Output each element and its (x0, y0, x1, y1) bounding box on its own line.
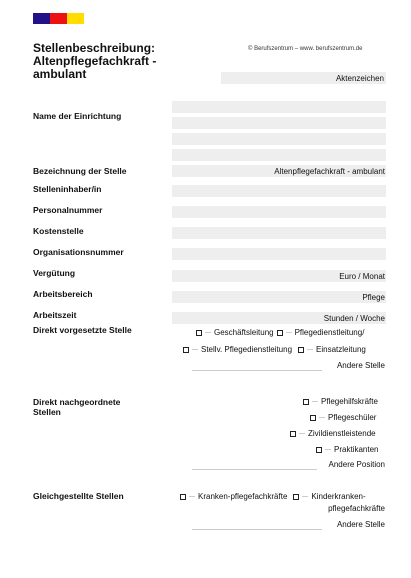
name-einrichtung-field-3[interactable] (172, 133, 386, 145)
nachgeordnete-other-field[interactable] (192, 458, 317, 470)
name-einrichtung-field-1[interactable] (172, 101, 386, 113)
krankenpflege-label: Kranken-pflegefachkräfte (198, 492, 288, 501)
gleichgestellte-label: Gleichgestellte Stellen (33, 491, 124, 501)
kinderkrankenpflege-label-line-2: pflegefachkräfte (328, 504, 385, 513)
personalnummer-label: Personalnummer (33, 205, 103, 215)
leader-line (299, 433, 305, 434)
stellv-pdl-checkbox[interactable] (183, 347, 189, 353)
page-title (33, 42, 193, 81)
title-line-2: Altenpflegefachkraft - (33, 54, 157, 68)
nachgeordnete-other-label: Andere Position (328, 460, 385, 469)
vorgesetzte-label: Direkt vorgesetzte Stelle (33, 325, 132, 335)
leader-line (312, 401, 318, 402)
pflegedienstleitung-checkbox[interactable] (277, 330, 283, 336)
pflegeschueler-checkbox[interactable] (310, 415, 316, 421)
einsatzleitung-label: Einsatzleitung (316, 345, 366, 354)
bezeichnung-value: Altenpflegefachkraft - ambulant (274, 167, 385, 176)
leader-line (286, 332, 292, 333)
arbeitsbereich-label: Arbeitsbereich (33, 289, 93, 299)
arbeitszeit-label: Arbeitszeit (33, 310, 77, 320)
arbeitszeit-value: Stunden / Woche (323, 314, 385, 323)
geschaeftsleitung-label: Geschäftsleitung (214, 328, 274, 337)
nachgeordnete-row-3 (290, 429, 376, 438)
bezeichnung-label: Bezeichnung der Stelle (33, 166, 127, 176)
gleichgestellte-row-1 (180, 492, 366, 501)
pflegehilfskraefte-checkbox[interactable] (303, 399, 309, 405)
name-einrichtung-field-2[interactable] (172, 117, 386, 129)
personalnummer-field[interactable] (172, 206, 386, 218)
zivildienst-label: Zivildienstleistende (308, 429, 376, 438)
organisationsnummer-field[interactable] (172, 248, 386, 260)
leader-line (302, 496, 308, 497)
kostenstelle-label: Kostenstelle (33, 226, 84, 236)
organisationsnummer-label: Organisationsnummer (33, 247, 124, 257)
kinderkrankenpflege-checkbox[interactable] (293, 494, 299, 500)
nachgeordnete-label-line-2: Stellen (33, 407, 61, 417)
copyright-notice: © Berufszentrum – www. berufszentrum.de (248, 46, 363, 52)
einsatzleitung-checkbox[interactable] (298, 347, 304, 353)
geschaeftsleitung-checkbox[interactable] (196, 330, 202, 336)
name-einrichtung-label: Name der Einrichtung (33, 111, 122, 121)
nachgeordnete-row-4 (316, 445, 378, 454)
leader-line (319, 417, 325, 418)
verguetung-value: Euro / Monat (339, 272, 385, 281)
vorgesetzte-other-label: Andere Stelle (336, 361, 385, 370)
leader-line (307, 349, 313, 350)
leader-line (189, 496, 195, 497)
logo-square-red (50, 13, 67, 24)
leader-line (325, 449, 331, 450)
vorgesetzte-row-2 (183, 345, 366, 354)
nachgeordnete-row-2 (310, 413, 376, 422)
leader-line (192, 349, 198, 350)
krankenpflege-checkbox[interactable] (180, 494, 186, 500)
nachgeordnete-label-line-1: Direkt nachgeordnete (33, 397, 121, 407)
stelleninhaber-field[interactable] (172, 185, 386, 197)
kostenstelle-field[interactable] (172, 227, 386, 239)
pflegedienstleitung-label: Pflegedienstleitung/ (294, 328, 365, 337)
aktenzeichen-label: Aktenzeichen (335, 74, 384, 83)
kinderkrankenpflege-label-line-1: Kinderkranken- (311, 492, 366, 501)
arbeitsbereich-value: Pflege (362, 293, 385, 302)
stelleninhaber-label: Stelleninhaber/in (33, 184, 102, 194)
logo-square-blue (33, 13, 50, 24)
praktikanten-label: Praktikanten (334, 445, 379, 454)
praktikanten-checkbox[interactable] (316, 447, 322, 453)
zivildienst-checkbox[interactable] (290, 431, 296, 437)
nachgeordnete-label (33, 397, 120, 417)
stellv-pdl-label: Stellv. Pflegedienstleitung (201, 345, 293, 354)
pflegehilfskraefte-label: Pflegehilfskräfte (321, 397, 378, 406)
verguetung-label: Vergütung (33, 268, 76, 278)
name-einrichtung-field-4[interactable] (172, 149, 386, 161)
title-line-1: Stellenbeschreibung: (33, 41, 156, 55)
title-line-3: ambulant (33, 67, 87, 81)
pflegeschueler-label: Pflegeschüler (328, 413, 377, 422)
nachgeordnete-row-1 (303, 397, 378, 406)
vorgesetzte-row-1 (196, 328, 364, 337)
gleichgestellte-other-label: Andere Stelle (336, 520, 385, 529)
logo-square-yellow (67, 13, 84, 24)
leader-line (205, 332, 211, 333)
